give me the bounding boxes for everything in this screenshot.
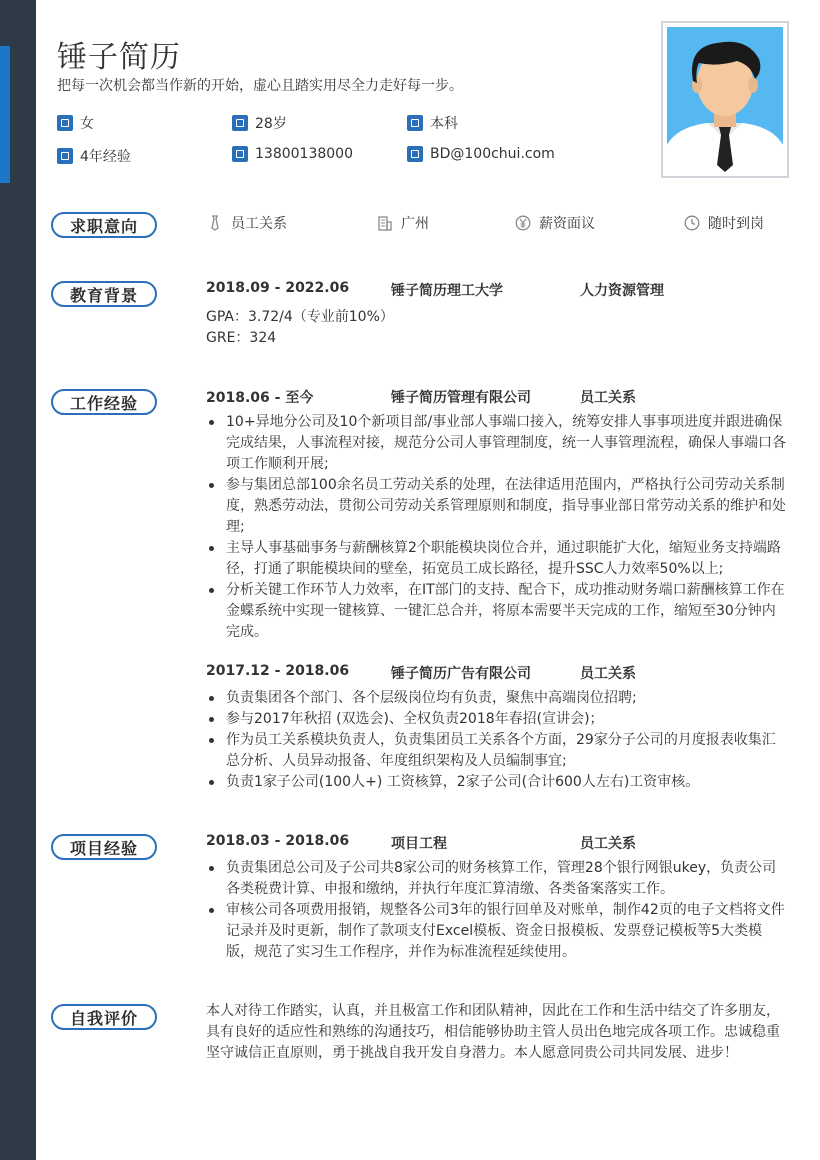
- phone-icon: [232, 146, 248, 162]
- edu-major: 人力资源管理: [580, 283, 664, 299]
- work1-period: 2018.06 - 至今: [206, 390, 314, 406]
- gender-icon: [57, 115, 73, 131]
- list-item: 审核公司各项费用报销，规整各公司3年的银行回单及对账单，制作42页的电子文档将文件记录并及时更新，制作了款项支付Excel模板、资金日报模板、发票登记模板等5大类模版，规范了实习生工作程序，并作为标准流程延续使用。: [206, 900, 786, 963]
- edu-period: 2018.09 - 2022.06: [206, 280, 350, 296]
- edu-school: 锤子简历理工大学: [391, 283, 503, 299]
- section-label-work: 工作经验: [51, 389, 157, 415]
- work1-bullets: [206, 412, 786, 643]
- info-email: BD@100chui.com: [407, 146, 555, 162]
- tie-icon: [207, 215, 223, 231]
- edu-gre: GRE：324: [206, 330, 277, 346]
- building-icon: [377, 215, 393, 231]
- yen-icon: [515, 215, 531, 231]
- list-item: 分析关键工作环节人力效率，在IT部门的支持、配合下，成功推动财务端口薪酬核算工作在金蝶系统中实现一键核算、一键汇总合并，将原本需要半天完成的工作，缩短至30分钟内完成。: [206, 580, 786, 643]
- work2-company: 锤子简历广告有限公司: [391, 666, 531, 682]
- info-education: 本科: [407, 113, 458, 133]
- section-label-education: 教育背景: [51, 281, 157, 307]
- list-item: 10+异地分公司及10个新项目部/事业部人事端口接入，统筹安排人事事项进度并跟进确保完成结果，人事流程对接，规范分公司人事管理制度，统一人事管理流程，确保人事端口各项工作顺利开展;: [206, 412, 786, 475]
- edu-gpa: GPA：3.72/4（专业前10%）: [206, 309, 394, 325]
- document-icon: [57, 148, 73, 164]
- list-item: 负责集团各个部门、各个层级岗位均有负责，聚焦中高端岗位招聘;: [206, 688, 786, 709]
- list-item: 参与2017年秋招 (双选会)、全权负责2018年春招(宣讲会)；: [206, 709, 786, 730]
- info-phone: 13800138000: [232, 146, 353, 162]
- intent-position: 员工关系: [207, 213, 287, 233]
- list-item: 负责集团总公司及子公司共8家公司的财务核算工作，管理28个银行网银ukey，负责公司各类税费计算、申报和缴纳，并执行年度汇算清缴、各类备案落实工作。: [206, 858, 786, 900]
- work1-company: 锤子简历管理有限公司: [391, 390, 531, 406]
- work1-role: 员工关系: [580, 390, 636, 406]
- project-bullets: [206, 858, 786, 963]
- slogan: 把每一次机会都当作新的开始，虚心且踏实用尽全力走好每一步。: [57, 78, 463, 94]
- section-label-self: 自我评价: [51, 1004, 157, 1030]
- work2-period: 2017.12 - 2018.06: [206, 663, 350, 679]
- list-item: 作为员工关系模块负责人，负责集团员工关系各个方面，29家分子公司的月度报表收集汇总分析、人员异动报备、年度组织架构及人员编制事宜;: [206, 730, 786, 772]
- list-item: 参与集团总部100余名员工劳动关系的处理，在法律适用范围内，严格执行公司劳动关系制度，熟悉劳动法，贯彻公司劳动关系管理原则和制度，指导事业部日常劳动关系的维护和处理;: [206, 475, 786, 538]
- resume-name: 锤子简历: [57, 40, 181, 75]
- project-name: 项目工程: [391, 836, 447, 852]
- project-period: 2018.03 - 2018.06: [206, 833, 350, 849]
- sidebar-accent: [0, 46, 10, 183]
- intent-city: 广州: [377, 213, 429, 233]
- section-label-project: 项目经验: [51, 834, 157, 860]
- section-label-intent: 求职意向: [51, 212, 157, 238]
- work2-bullets: [206, 688, 786, 793]
- intent-availability: 随时到岗: [684, 213, 764, 233]
- info-experience: 4年经验: [57, 146, 131, 166]
- list-item: 主导人事基础事务与薪酬核算2个职能模块岗位合并，通过职能扩大化，缩短业务支持端路径，打通了职能模块间的壁垒，拓宽员工成长路径，提升SSC人力效率50%以上;: [206, 538, 786, 580]
- project-role: 员工关系: [580, 836, 636, 852]
- graduation-cap-icon: [407, 115, 423, 131]
- info-gender: 女: [57, 113, 94, 133]
- profile-photo: [661, 21, 789, 178]
- info-age: 28岁: [232, 113, 287, 133]
- clock-icon: [684, 215, 700, 231]
- calendar-icon: [232, 115, 248, 131]
- avatar-illustration: [667, 27, 783, 172]
- self-evaluation-text: 本人对待工作踏实，认真，并且极富工作和团队精神，因此在工作和生活中结交了许多朋友，具有良好的适应性和熟练的沟通技巧，相信能够协助主管人员出色地完成各项工作。忠诚稳重坚守诚信正直原则，勇于挑战自我开发自身潜力。本人愿意同贵公司共同发展、进步！: [206, 1003, 780, 1061]
- mail-icon: [407, 146, 423, 162]
- work2-role: 员工关系: [580, 666, 636, 682]
- list-item: 负责1家子公司(100人+) 工资核算，2家子公司(合计600人左右)工资审核。: [206, 772, 786, 793]
- intent-salary: 薪资面议: [515, 213, 595, 233]
